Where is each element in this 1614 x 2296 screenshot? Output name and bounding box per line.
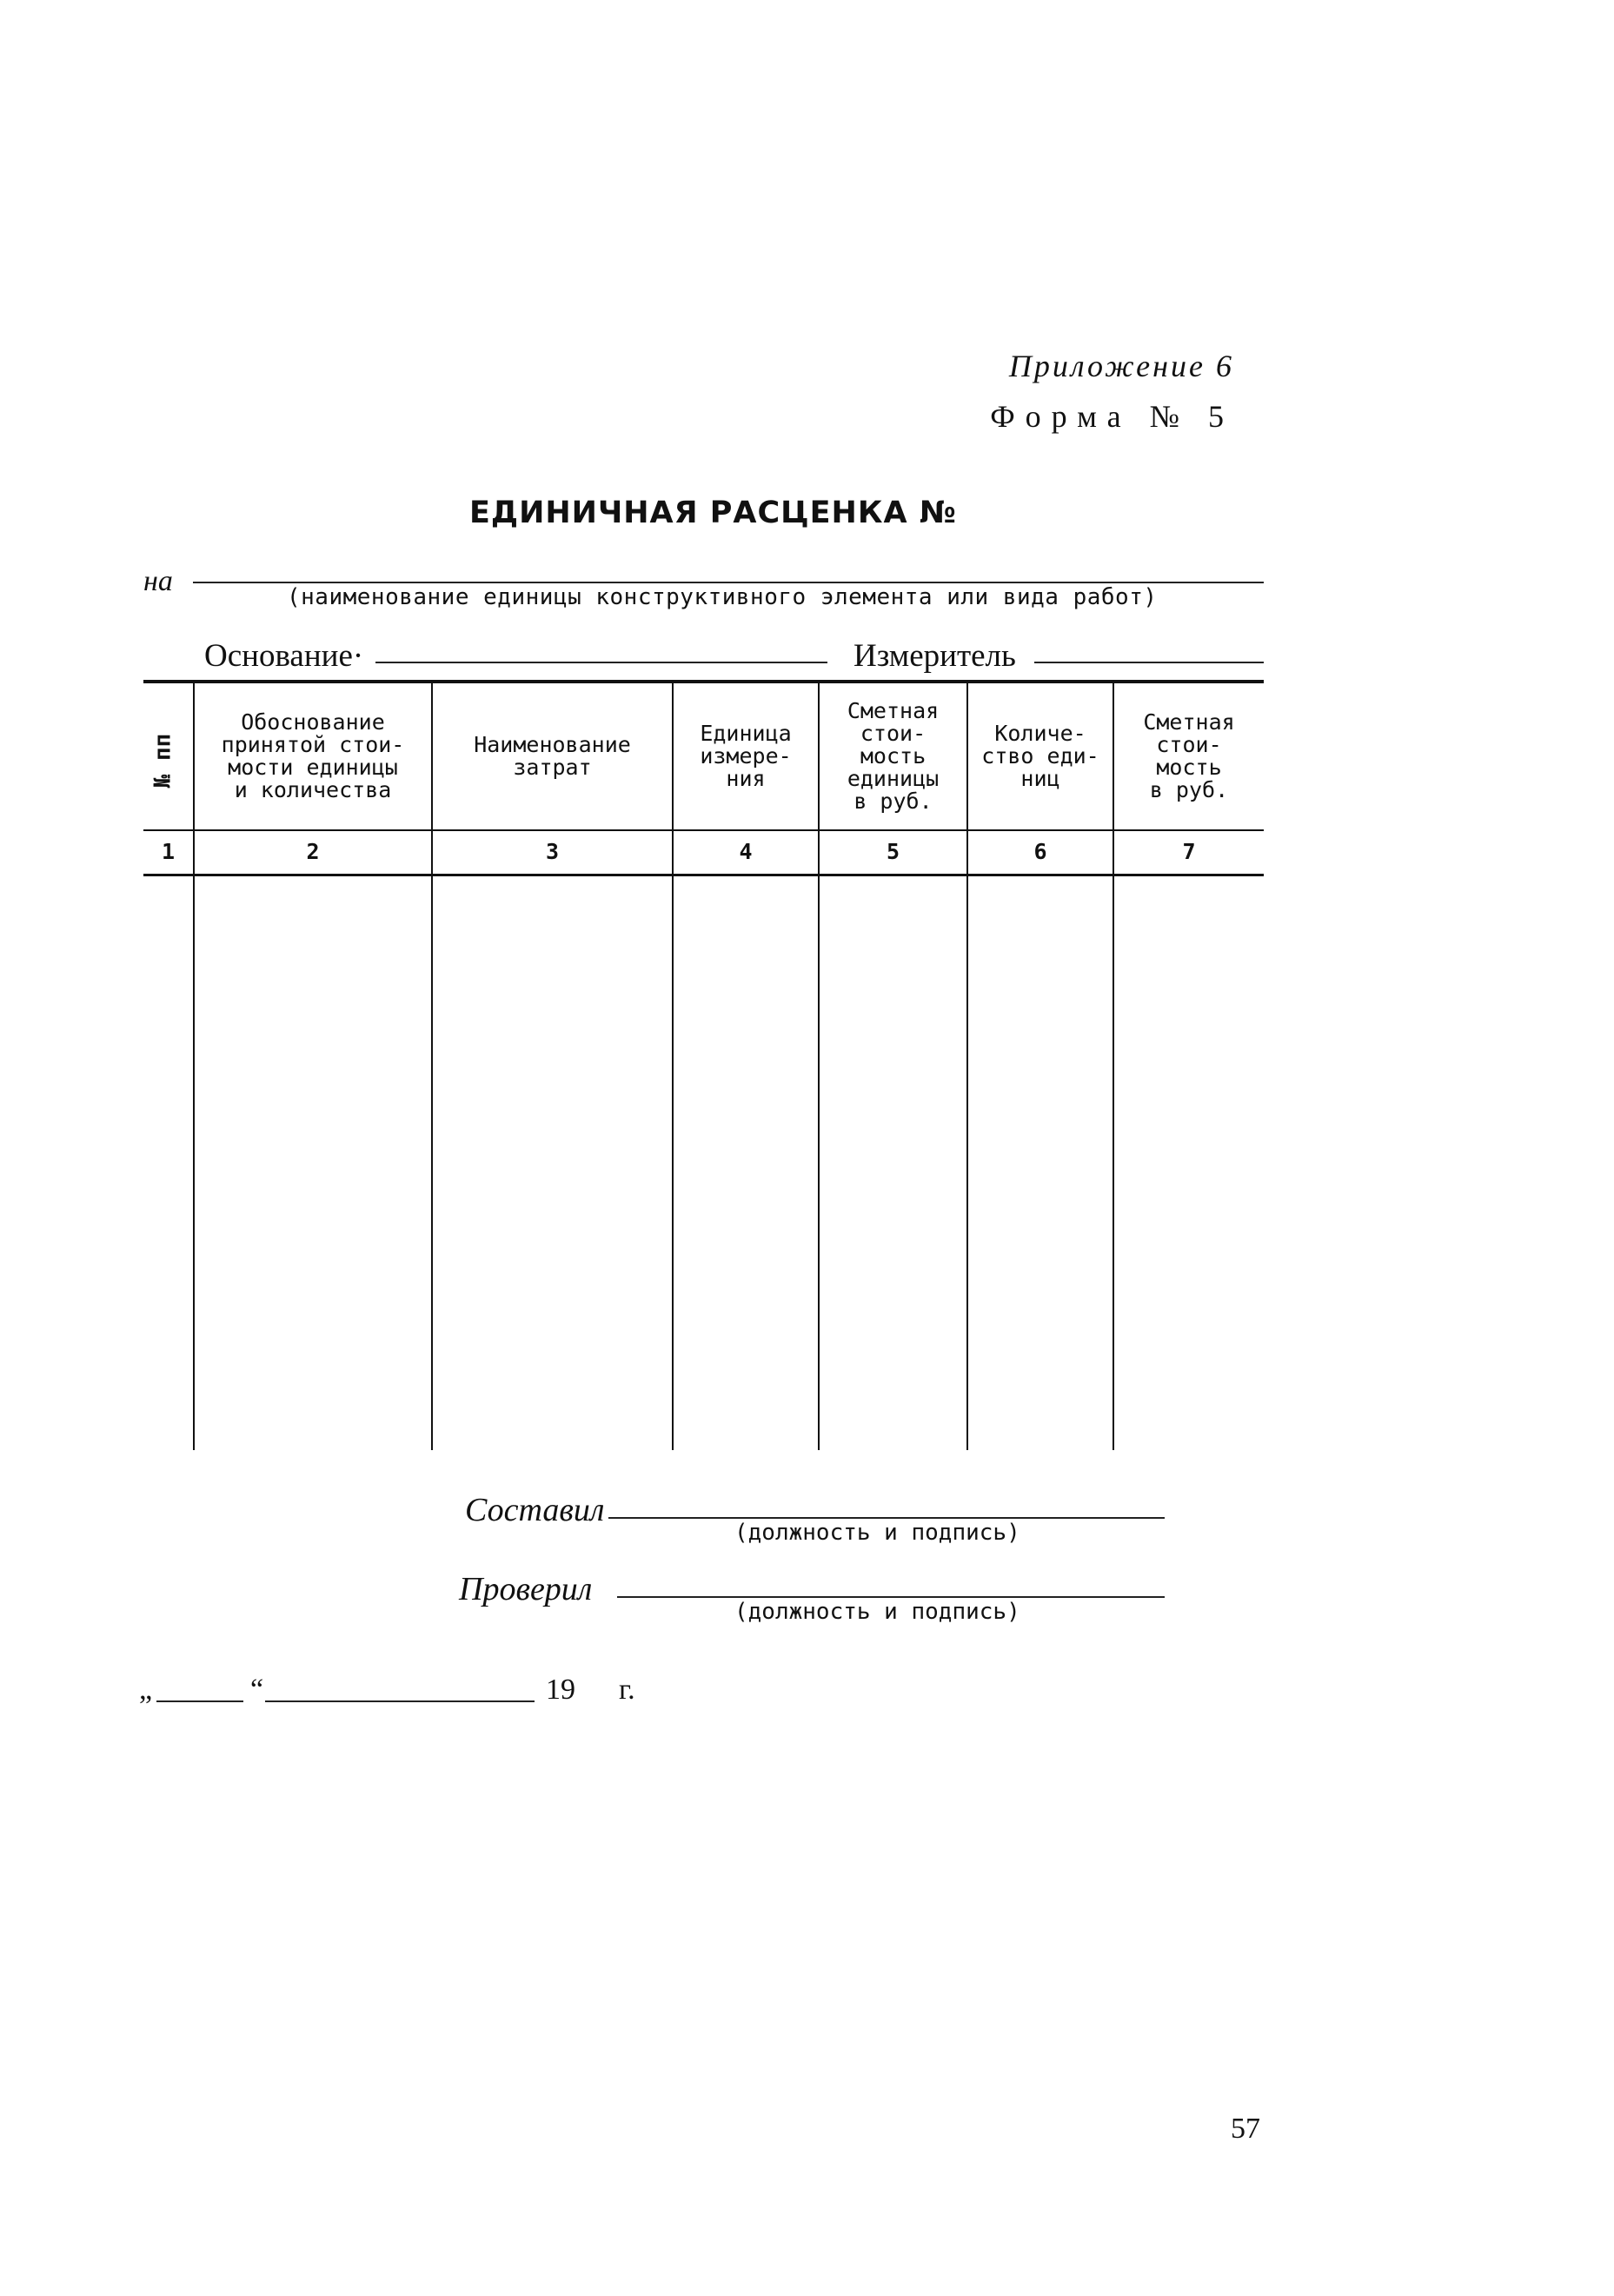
basis-field-line[interactable] (375, 662, 827, 663)
column-number: 1 (161, 839, 176, 864)
column-header-cost-name: Наименование затрат (474, 732, 631, 780)
compiled-by-caption: (должность и подпись) (734, 1520, 1020, 1546)
column-header-row-number: № пп (149, 733, 176, 789)
checked-by-caption: (должность и подпись) (734, 1599, 1020, 1625)
date-close-quote: “ (250, 1674, 264, 1706)
compiled-by-signature-line[interactable] (608, 1517, 1165, 1519)
table-header-border (143, 829, 1264, 831)
date-open-quote: „ (139, 1674, 153, 1706)
checked-by-signature-line[interactable] (617, 1596, 1165, 1598)
column-number: 6 (1033, 839, 1047, 864)
basis-label: Основание· (204, 638, 364, 674)
column-number: 4 (739, 839, 753, 864)
column-header-total-cost: Сметная стои- мость в руб. (1143, 709, 1235, 802)
column-number: 3 (545, 839, 560, 864)
checked-by-label: Проверил (459, 1571, 593, 1607)
subject-caption: (наименование единицы конструктивного элемента или вида работ) (287, 584, 1158, 610)
column-header-quantity: Количе- ство еди- ниц (981, 721, 1099, 791)
subject-label: на (143, 565, 173, 597)
table-body-entry-area[interactable] (143, 880, 1264, 1450)
column-header-basis: Обоснование принятой стои- мости единицы и количества (221, 709, 405, 802)
date-year-prefix: 19 (546, 1674, 575, 1706)
date-year-suffix: г. (619, 1674, 635, 1706)
column-number: 5 (886, 839, 900, 864)
measure-field-line[interactable] (1034, 662, 1264, 663)
column-header-unit-cost: Сметная стои- мость единицы в руб. (847, 698, 940, 814)
table-top-border (143, 680, 1264, 683)
table-numbers-border (143, 874, 1264, 876)
subject-field-line[interactable] (193, 582, 1264, 583)
column-number: 7 (1182, 839, 1196, 864)
date-month-line[interactable] (265, 1700, 535, 1702)
compiled-by-label: Составил (465, 1492, 605, 1528)
column-header-unit: Единица измере- ния (700, 721, 792, 791)
appendix-label: Приложение 6 (1008, 349, 1234, 383)
column-number: 2 (306, 839, 320, 864)
page-number: 57 (1231, 2113, 1260, 2145)
document-title: ЕДИНИЧНАЯ РАСЦЕНКА № (469, 496, 957, 530)
measure-label: Измеритель (853, 638, 1016, 674)
date-day-line[interactable] (156, 1700, 243, 1702)
form-number: Форма № 5 (990, 399, 1234, 434)
